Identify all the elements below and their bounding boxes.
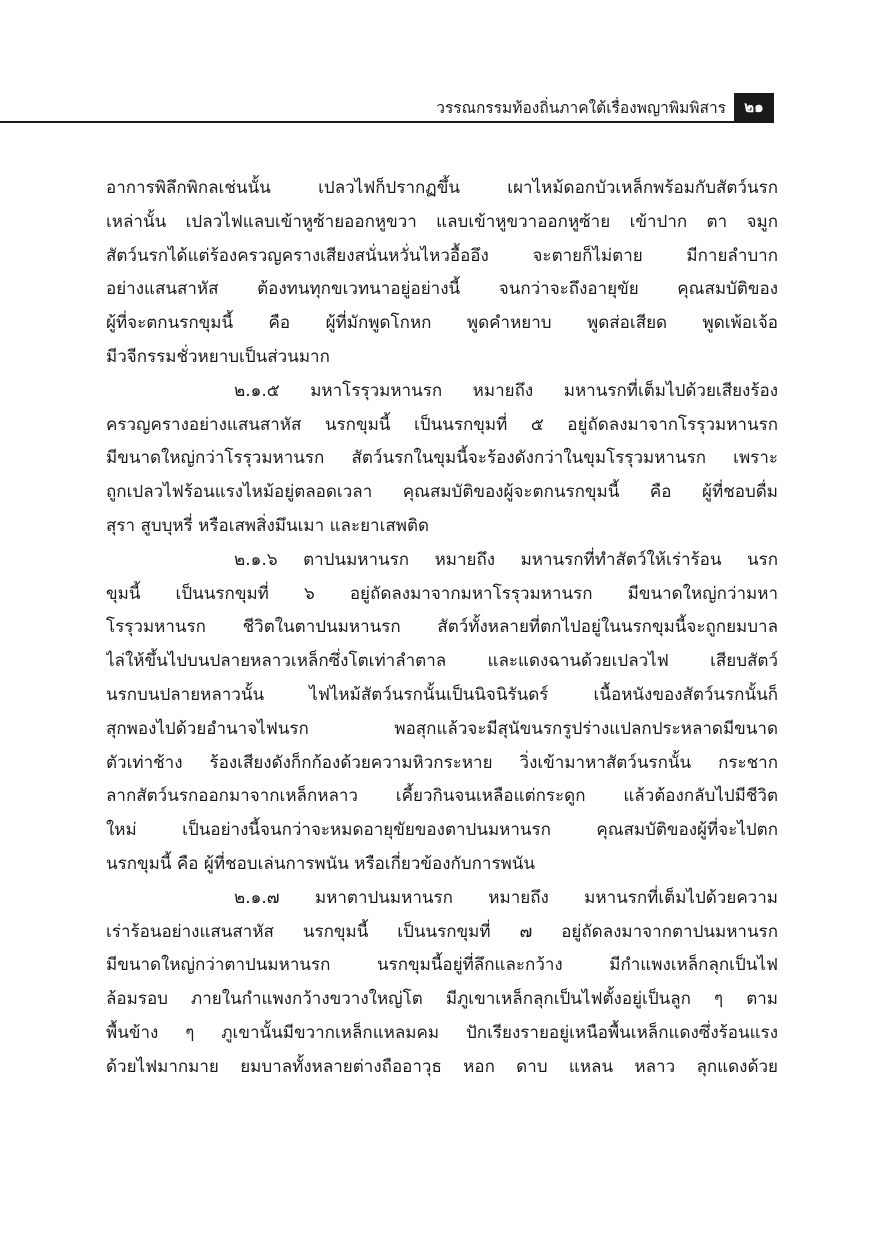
text-line: อาการพิลึกพิกลเช่นนั้น เปลวไฟก็ปรากฏขึ้น เผาไหม้ดอกบัวเหล็กพร้อมกับสัตว์นรก <box>106 178 778 198</box>
text-line: ผู้ที่จะตกนรกขุมนี้ คือ ผู้ที่มักพูดโกหก พูดคำหยาบ พูดส่อเสียด พูดเพ้อเจ้อ <box>106 313 778 334</box>
text-line: ครวญครางอย่างแสนสาหัส นรกขุมนี้ เป็นนรกขุมที่ ๕ อยู่ถัดลงมาจากโรรุวมหานรก <box>106 414 778 435</box>
text-line: สุรา สูบบุหรี่ หรือเสพสิ่งมึนเมา และยาเสพติด <box>106 515 430 536</box>
text-line: นรกบนปลายหลาวนั้น ไฟไหม้สัตว์นรกนั้นเป็นนิจนิรันดร์ เนื้อหนังของสัตว์นรกนั้นก็ <box>106 684 778 705</box>
text-line: สัตว์นรกได้แต่ร้องครวญครางเสียงสนั่นหวั่นไหวอื้ออึง จะตายก็ไม่ตาย มีกายลำบาก <box>106 245 778 266</box>
text-line: ถูกเปลวไฟร้อนแรงไหม้อยู่ตลอดเวลา คุณสมบัติของผู้จะตกนรกขุมนี้ คือ ผู้ที่ชอบดื่ม <box>106 482 778 503</box>
section-heading-line: ๒.๑.๕ มหาโรรุวมหานรก หมายถึง มหานรกที่เต็มไปด้วยเสียงร้อง <box>234 380 778 401</box>
text-line: มีขนาดใหญ่กว่าตาปนมหานรก นรกขุมนี้อยู่ที่ลึกและกว้าง มีกำแพงเหล็กลุกเป็นไฟ <box>106 955 778 976</box>
section-heading-line: ๒.๑.๗ มหาตาปนมหานรก หมายถึง มหานรกที่เต็มไปด้วยความ <box>234 887 778 908</box>
text-line: นรกขุมนี้ คือ ผู้ที่ชอบเล่นการพนัน หรือเกี่ยวข้องกับการพนัน <box>106 853 536 874</box>
text-line: ตัวเท่าช้าง ร้องเสียงดังก็กก้องด้วยความหิวกระหาย วิ่งเข้ามาหาสัตว์นรกนั้น กระชาก <box>106 752 778 773</box>
text-line: ด้วยไฟมากมาย ยมบาลทั้งหลายต่างถืออาวุธ หอก ดาบ แหลน หลาว ลุกแดงด้วย <box>106 1056 778 1077</box>
text-line: ไล่ให้ขึ้นไปบนปลายหลาวเหล็กซึ่งโตเท่าลำตาล และแดงฉานด้วยเปลวไฟ เสียบสัตว์ <box>106 651 778 672</box>
text-line: อย่างแสนสาหัส ต้องทนทุกขเวทนาอยู่อย่างนี้ จนกว่าจะถึงอายุขัย คุณสมบัติของ <box>106 279 778 300</box>
text-line: มีวจีกรรมชั่วหยาบเป็นส่วนมาก <box>106 346 330 367</box>
running-header <box>436 93 774 121</box>
running-header-title: วรรณกรรมท้องถิ่นภาคใต้เรื่องพญาพิมพิสาร <box>436 98 726 117</box>
section-heading-line: ๒.๑.๖ ตาปนมหานรก หมายถึง มหานรกที่ทำสัตว์ให้เร่าร้อน นรก <box>234 549 778 570</box>
text-line: สุกพองไปด้วยอำนาจไฟนรก พอสุกแล้วจะมีสุนัขนรกรูปร่างแปลกประหลาดมีขนาด <box>106 718 778 739</box>
text-line: ใหม่ เป็นอย่างนี้จนกว่าจะหมดอายุขัยของตาปนมหานรก คุณสมบัติของผู้ที่จะไปตก <box>106 820 778 841</box>
text-line: พื้นข้าง ๆ ภูเขานั้นมีขวากเหล็กแหลมคม ปักเรียงรายอยู่เหนือพื้นเหล็กแดงซึ่งร้อนแรง <box>106 1022 778 1043</box>
text-line: ล้อมรอบ ภายในกำแพงกว้างขวางใหญ่โต มีภูเขาเหล็กลุกเป็นไฟตั้งอยู่เป็นลูก ๆ ตาม <box>106 989 778 1010</box>
text-line: เหล่านั้น เปลวไฟแลบเข้าหูซ้ายออกหูขวา แลบเข้าหูขวาออกหูซ้าย เข้าปาก ตา จมูก <box>106 211 778 232</box>
text-line: โรรุวมหานรก ชีวิตในตาปนมหานรก สัตว์ทั้งหลายที่ตกไปอยู่ในนรกขุมนี้จะถูกยมบาล <box>106 617 778 638</box>
body-text <box>106 172 778 1085</box>
text-line: มีขนาดใหญ่กว่าโรรุวมหานรก สัตว์นรกในขุมนี้จะร้องดังกว่าในขุมโรรุวมหานรก เพราะ <box>106 448 778 469</box>
text-line: เร่าร้อนอย่างแสนสาหัส นรกขุมนี้ เป็นนรกขุมที่ ๗ อยู่ถัดลงมาจากตาปนมหานรก <box>106 921 778 942</box>
page-number: ๒๑ <box>734 93 774 121</box>
text-line: ขุมนี้ เป็นนรกขุมที่ ๖ อยู่ถัดลงมาจากมหาโรรุวมหานรก มีขนาดใหญ่กว่ามหา <box>106 583 778 604</box>
header-rule <box>0 121 774 123</box>
text-line: ลากสัตว์นรกออกมาจากเหล็กหลาว เคี้ยวกินจนเหลือแต่กระดูก แล้วต้องกลับไปมีชีวิต <box>106 786 778 807</box>
